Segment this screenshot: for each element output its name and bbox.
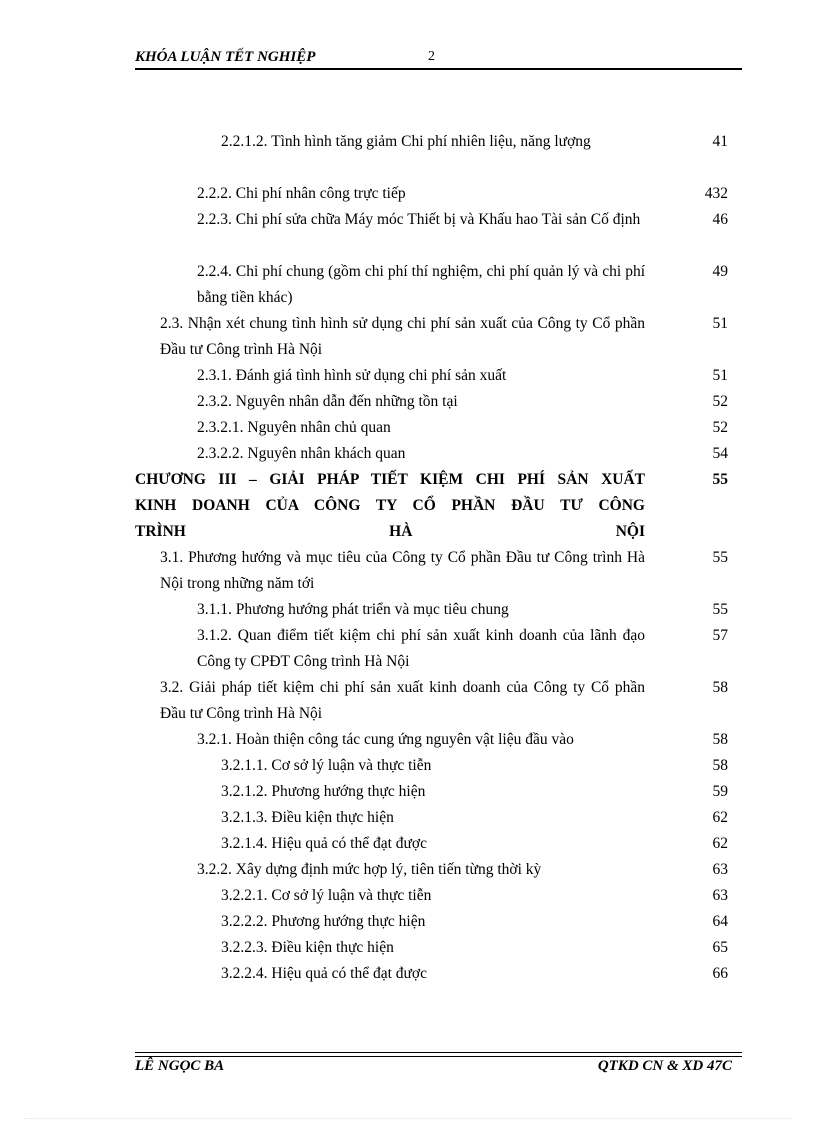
toc-entry bbox=[0, 181, 816, 207]
toc-entry bbox=[0, 753, 816, 779]
toc-entry-page: 63 bbox=[712, 887, 728, 904]
toc-entry-page: 55 bbox=[712, 471, 728, 488]
toc-entry-title: 3.2.1.4. Hiệu quả có thể đạt được bbox=[221, 835, 427, 852]
toc-entry bbox=[0, 935, 816, 961]
toc-entry-page: 66 bbox=[712, 965, 728, 982]
toc-entry-page: 65 bbox=[712, 939, 728, 956]
author-name: LÊ NGỌC BA bbox=[135, 1058, 225, 1074]
toc-entry bbox=[0, 623, 816, 675]
toc-entry bbox=[0, 389, 816, 415]
toc-entry-page: 58 bbox=[712, 757, 728, 774]
toc-entry bbox=[0, 675, 816, 727]
toc-entry bbox=[0, 545, 816, 597]
toc-entry-title: 2.2.1.2. Tình hình tăng giảm Chi phí nhiên liệu, năng lượng bbox=[221, 133, 591, 150]
toc-entry-page: 58 bbox=[712, 731, 728, 748]
footer-divider bbox=[135, 1052, 742, 1057]
toc-entry bbox=[0, 961, 816, 987]
toc-entry bbox=[0, 311, 816, 363]
class-code: QTKD CN & XD 47C bbox=[597, 1058, 732, 1074]
toc-entry-title: 2.2.3. Chi phí sửa chữa Máy móc Thiết bị và Khấu hao Tài sản Cố định bbox=[197, 211, 641, 228]
toc-entry-page: 59 bbox=[712, 783, 728, 800]
toc-chapter-title bbox=[135, 467, 645, 545]
toc-entry bbox=[0, 831, 816, 857]
toc-entry bbox=[0, 727, 816, 753]
page-number: 2 bbox=[428, 49, 435, 64]
toc-entry-title: 2.2.2. Chi phí nhân công trực tiếp bbox=[197, 185, 406, 202]
toc-entry bbox=[0, 441, 816, 467]
toc-entry bbox=[0, 207, 816, 259]
toc-entry-page: 54 bbox=[712, 445, 728, 462]
toc-entry-page: 62 bbox=[712, 809, 728, 826]
page-header bbox=[135, 48, 742, 70]
toc-entry bbox=[0, 129, 816, 181]
chapter-title-line: TRÌNH HÀ NỘI bbox=[135, 523, 645, 540]
toc-entry-title: 3.1.1. Phương hướng phát triển và mục tiêu chung bbox=[197, 601, 509, 618]
toc-entry-page: 432 bbox=[704, 185, 728, 202]
toc-entry bbox=[0, 363, 816, 389]
toc-entry-title: 3.2.1.2. Phương hướng thực hiện bbox=[221, 783, 426, 800]
toc-entry-title: 2.3.2.2. Nguyên nhân khách quan bbox=[197, 445, 406, 462]
chapter-title-line: KINH DOANH CỦA CÔNG TY CỔ PHẦN ĐẦU TƯ CÔNG bbox=[135, 497, 645, 514]
toc-entry bbox=[0, 909, 816, 935]
toc-entry bbox=[0, 597, 816, 623]
toc-entry-title: 2.3.2.1. Nguyên nhân chủ quan bbox=[197, 419, 391, 436]
toc-entry bbox=[0, 805, 816, 831]
toc-entry-page: 51 bbox=[712, 367, 728, 384]
toc-entry-page: 57 bbox=[712, 627, 728, 644]
toc-entry-title: 3.2.1.1. Cơ sở lý luận và thực tiễn bbox=[221, 757, 432, 774]
document-title: KHÓA LUẬN TẾT NGHIỆP bbox=[135, 49, 316, 65]
toc-entry-title: 2.3.2. Nguyên nhân dẫn đến những tồn tại bbox=[197, 393, 458, 410]
toc-entry-page: 51 bbox=[712, 315, 728, 332]
toc-entry-title: 3.2.2.4. Hiệu quả có thể đạt được bbox=[221, 965, 427, 982]
toc-entry-title: 3.2.2.2. Phương hướng thực hiện bbox=[221, 913, 426, 930]
toc-entry bbox=[0, 259, 816, 311]
toc-entry-title: 3.2.2.1. Cơ sở lý luận và thực tiễn bbox=[221, 887, 432, 904]
toc-chapter-entry bbox=[0, 467, 816, 545]
toc-entry-title: 3.1. Phương hướng và mục tiêu của Công ty Cổ phần Đầu tư Công trình Hà Nội trong những năm tới bbox=[160, 549, 645, 592]
toc-entry-title: 3.2. Giải pháp tiết kiệm chi phí sản xuất kinh doanh của Công ty Cổ phần Đầu tư Công trình Hà Nội bbox=[160, 679, 645, 722]
toc-entry-page: 41 bbox=[712, 133, 728, 150]
toc-entry-page: 52 bbox=[712, 419, 728, 436]
toc-entry-page: 52 bbox=[712, 393, 728, 410]
table-of-contents bbox=[0, 129, 816, 987]
toc-entry-title: 3.1.2. Quan điểm tiết kiệm chi phí sản xuất kinh doanh của lãnh đạo Công ty CPĐT Công trình Hà Nội bbox=[197, 627, 645, 670]
toc-entry-page: 55 bbox=[712, 601, 728, 618]
toc-entry bbox=[0, 415, 816, 441]
toc-entry-title: 2.3.1. Đánh giá tình hình sử dụng chi phí sản xuất bbox=[197, 367, 507, 384]
toc-entry bbox=[0, 857, 816, 883]
toc-entry-page: 46 bbox=[712, 211, 728, 228]
toc-entry-title: 3.2.2.3. Điều kiện thực hiện bbox=[221, 939, 394, 956]
toc-entry-title: 3.2.1. Hoàn thiện công tác cung ứng nguyên vật liệu đầu vào bbox=[197, 731, 574, 748]
toc-entry-page: 58 bbox=[712, 679, 728, 696]
toc-entry-page: 62 bbox=[712, 835, 728, 852]
toc-entry-title: 3.2.1.3. Điều kiện thực hiện bbox=[221, 809, 394, 826]
toc-entry-title: 3.2.2. Xây dựng định mức hợp lý, tiên tiến từng thời kỳ bbox=[197, 861, 542, 878]
toc-entry-title: 2.3. Nhận xét chung tình hình sử dụng chi phí sản xuất của Công ty Cổ phần Đầu tư Công trình Hà Nội bbox=[160, 315, 645, 358]
toc-entry-page: 55 bbox=[712, 549, 728, 566]
toc-entry-page: 63 bbox=[712, 861, 728, 878]
chapter-title-line: CHƯƠNG III – GIẢI PHÁP TIẾT KIỆM CHI PHÍ SẢN XUẤT bbox=[135, 471, 645, 488]
toc-entry-title: 2.2.4. Chi phí chung (gồm chi phí thí nghiệm, chi phí quản lý và chi phí bằng tiền khác) bbox=[197, 263, 645, 306]
toc-entry-page: 64 bbox=[712, 913, 728, 930]
toc-entry bbox=[0, 883, 816, 909]
toc-entry bbox=[0, 779, 816, 805]
page-edge-divider bbox=[24, 1118, 792, 1119]
toc-entry-page: 49 bbox=[712, 263, 728, 280]
